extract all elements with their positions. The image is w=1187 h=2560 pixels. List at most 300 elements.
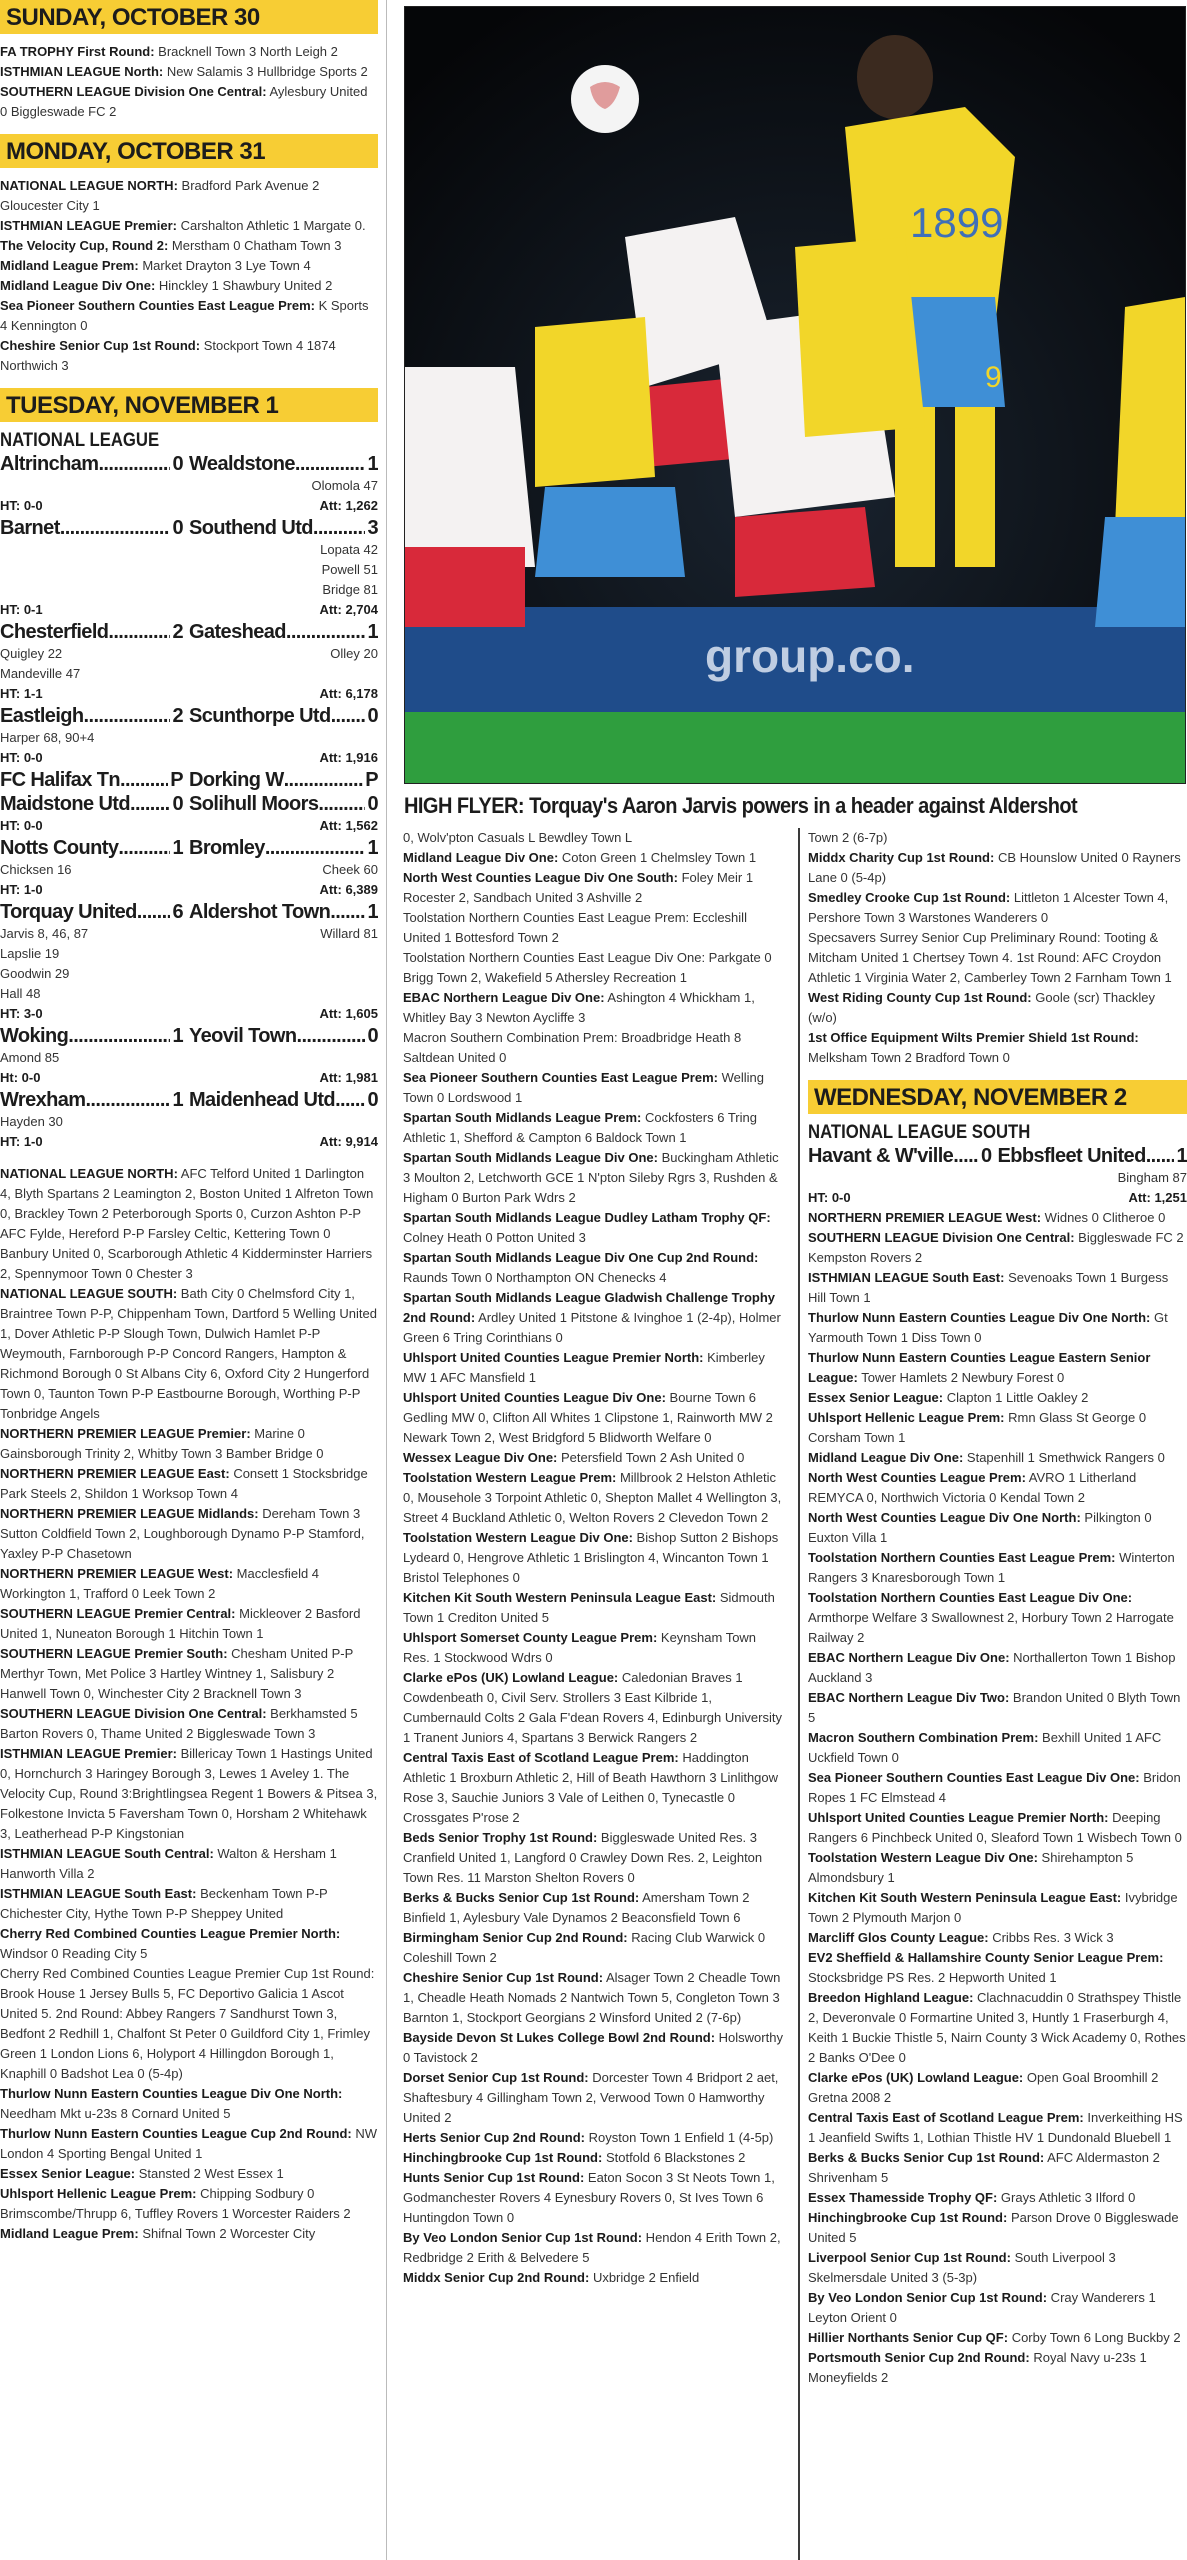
team-name: Yeovil Town [189,1025,297,1047]
result-entry [0,2164,378,2184]
result-text: Beckenham Town P-P Chichester City, Hythe Town P-P Sheppey United [0,1886,328,1921]
result-entry [0,1964,378,2084]
svg-text:group.co.: group.co. [705,630,915,682]
competition-name: NORTHERN PREMIER LEAGUE Midlands: [0,1506,259,1521]
result-text: Stotfold 6 Blackstones 2 [602,2150,746,2165]
result-text: Carshalton Athletic 1 Margate 0. [176,218,366,233]
competition-name: Bayside Devon St Lukes College Bowl 2nd Round: [403,2030,716,2045]
competition-name: Uhlsport United Counties League Div One: [403,1390,666,1405]
result-entry [0,336,378,376]
result-text: Bishop Sutton 2 Bishops Lydeard 0, Hengrove Athletic 1 Brislington 4, Wincanton Town 1 Bristol Telephones 0 [403,1530,779,1585]
result-entry [403,1928,783,1968]
half-time-score: HT: 1-0 [0,1134,43,1149]
away-scorer [189,944,378,964]
competition-name: Spartan South Midlands League Div One Cup 2nd Round: [403,1250,759,1265]
result-entry [808,1988,1187,2068]
scorers-row [0,964,378,984]
competition-name: Cheshire Senior Cup 1st Round: [0,338,201,353]
competition-name: Cherry Red Combined Counties League Premier North: [0,1926,341,1941]
home-scorer [0,476,189,496]
column-divider-right [798,828,800,2560]
result-text: AFC Telford United 1 Darlington 4, Blyth Spartans 2 Leamington 2, Boston United 1 Alfreton Town 0, Brackley Town 2 Peterborough Sports 0, Curzon Ashton P-P AFC Fylde, Hereford P-P Farsley Celtic, Kettering Town 0 Banbury United 0, Scarborough Athletic 4 Kidderminster Harriers 2, Spennymoor Town 0 Chester 3 [0,1166,374,1281]
match-result [0,792,378,836]
competition-name: ISTHMIAN LEAGUE Premier: [0,218,177,233]
result-text: Eaton Socon 3 St Neots Town 1, Godmanchester Rovers 4 Eynesbury Rovers 0, St Ives Town 6 Huntingdon Town 0 [403,2170,775,2225]
result-entry [808,1648,1187,1688]
leader-dots [284,768,364,792]
result-text: Raunds Town 0 Northampton ON Chenecks 4 [403,1270,667,1285]
left-column [0,0,378,2244]
result-text: Merstham 0 Chatham Town 3 [168,238,342,253]
result-entry [808,1548,1187,1588]
away-scorer: Bingham 87 [1117,1170,1187,1185]
result-entry [0,2184,378,2224]
match-result [0,452,378,516]
result-entry [0,2124,378,2164]
result-entry [808,828,1187,848]
home-scorer [808,1168,998,1188]
competition-name: SOUTHERN LEAGUE Premier Central: [0,1606,236,1621]
result-text: AFC Aldermaston 2 Shrivenham 5 [808,2150,1160,2185]
result-entry [403,828,783,848]
scorers-row [0,1112,378,1132]
competition-name: SOUTHERN LEAGUE Division One Central: [0,84,267,99]
team-name: Havant & W'ville. [808,1145,959,1167]
result-text: Inverkeithing HS 1 Jeanfield Swifts 1, Lothian Thistle HV 1 Dundonald Bluebell 1 [808,2110,1183,2145]
result-entry [808,1228,1187,1268]
competition-name: EBAC Northern League Div One: [808,1650,1010,1665]
result-text: Ashington 4 Whickham 1, Whitley Bay 3 Newton Aycliffe 3 [403,990,755,1025]
result-text: Winterton Rangers 3 Knaresborough Town 1 [808,1550,1175,1585]
scorers-row [0,580,378,600]
monday-results [0,176,378,376]
team-name: Torquay United [0,901,137,923]
match-meta [0,880,378,900]
team-name: Southend Utd [189,517,313,539]
competition-name: Birmingham Senior Cup 2nd Round: [403,1930,628,1945]
away-scorer: Powell 51 [321,562,378,577]
result-entry [808,2328,1187,2348]
competition-name: SOUTHERN LEAGUE Division One Central: [808,1230,1075,1245]
team-score: 1 [172,1089,183,1111]
match-photo [404,6,1186,784]
result-text: Coton Green 1 Chelmsley Town 1 [558,850,757,865]
result-entry [808,1308,1187,1348]
result-entry [0,2084,378,2124]
match-score-line [0,704,378,728]
result-entry [403,2148,783,2168]
away-team [189,452,378,476]
result-text: 0, Wolv'pton Casuals L Bewdley Town L [403,830,633,845]
competition-name: Spartan South Midlands League Div One: [403,1150,658,1165]
leader-dots [84,704,171,728]
home-team [0,1024,189,1048]
national-league-south-title: NATIONAL LEAGUE SOUTH [808,1122,1031,1143]
team-score: 2 [172,621,183,643]
team-score: 0 [367,1025,378,1047]
team-score: 1 [367,453,378,475]
attendance: Att: 1,562 [319,818,378,833]
team-score: 0 [367,1089,378,1111]
result-text: Shirehampton 5 Almondsbury 1 [808,1850,1134,1885]
photo-caption: HIGH FLYER: Torquay's Aaron Jarvis powers in a header against Aldershot [404,793,1078,818]
result-entry [808,1888,1187,1928]
result-text: Chesham United P-P Merthyr Town, Met Police 3 Hartley Wintney 1, Salisbury 2 Hanwell Town 0, Winchester City 2 Bracknell Town 3 [0,1646,354,1701]
result-entry [0,2224,378,2244]
half-time-score: Ht: 0-0 [0,1070,41,1085]
leader-dots [98,452,170,476]
result-text: Specsavers Surrey Senior Cup Preliminary Round: Tooting & Mitcham United 1 Chertsey Town 4. 1st Round: AFC Croydon Athletic 1 Virginia Water 2, Camberley Town 2 Farnham Town 1 [808,930,1172,985]
result-text: Clachnacuddin 0 Strathspey Thistle 2, Deveronvale 0 Formartine United 3, Huntly 1 Fraserburgh 4, Keith 1 Buckie Thistle 5, Nairn County 3 Wick Academy 0, Rothes 2 Banks O'Dee 0 [808,1990,1186,2065]
away-team [189,1024,378,1048]
leader-dots [120,768,168,792]
leader-dots [330,900,365,924]
result-text: Bridon Ropes 1 FC Elmstead 4 [808,1770,1181,1805]
away-team [189,516,378,540]
result-entry [0,1884,378,1924]
result-entry [808,1448,1187,1468]
middle-column [403,828,783,2288]
home-scorer: Quigley 22 [0,646,63,661]
home-scorer: Jarvis 8, 46, 87 [0,926,89,941]
result-entry [0,296,378,336]
team-name: Eastleigh [0,705,84,727]
competition-name: Thurlow Nunn Eastern Counties League Eastern Senior League: [808,1350,1151,1385]
team-name: Scunthorpe Utd [189,705,331,727]
result-entry [808,2148,1187,2188]
away-scorer: Olomola 47 [311,478,378,493]
team-score: 1 [172,837,183,859]
result-text: Chipping Sodbury 0 Brimscombe/Thrupp 6, Tuffley Rovers 1 Worcester Raiders 2 [0,2186,351,2221]
result-entry [403,1668,783,1748]
result-text: Brandon United 0 Blyth Town 5 [808,1690,1181,1725]
team-score: 0 [980,1145,992,1167]
competition-name: EBAC Northern League Div Two: [808,1690,1010,1705]
result-text: Millbrook 2 Helston Athletic 0, Mousehole 3 Torpoint Athletic 0, Shepton Mallet 4 Wellington 3, Street 4 Buckland Athletic 0, Welton Rovers 2 Clevedon Town 2 [403,1470,782,1525]
leader-dots [68,1024,170,1048]
competition-name: Thurlow Nunn Eastern Counties League Cup 2nd Round: [0,2126,352,2141]
leader-dots [313,516,366,540]
competition-name: Spartan South Midlands League Prem: [403,1110,642,1125]
match-result [0,704,378,768]
result-text: Billericay Town 1 Hastings United 0, Hornchurch 3 Haringey Borough 3, Lewes 1 Aveley 1. The Velocity Cup, Round 3:Brightlingsea Regent 1 Bowers & Pitsea 3, Folkestone Invicta 5 Faversham Town 0, Horsham 2 Whitehawk 3, Leatherhead P-P Kingstonian [0,1746,378,1841]
competition-name: Midland League Div One: [0,278,156,293]
result-entry [403,908,783,948]
match-meta [0,1132,378,1152]
competition-name: Clarke ePos (UK) Lowland League: [403,1670,619,1685]
result-text: Colney Heath 0 Potton United 3 [403,1230,586,1245]
team-score: P [170,769,183,791]
result-entry [808,1028,1187,1068]
scorers-row [0,924,378,944]
result-text: Bath City 0 Chelmsford City 1, Braintree Town P-P, Chippenham Town, Dartford 5 Welling United 1, Dover Athletic P-P Slough Town, Dulwich Hamlet P-P Weymouth, Farnborough P-P Concord Rangers, Hampton & Richmond Borough 0 St Albans City 6, Oxford City 2 Hungerford Town 0, Taunton Town P-P Eastbourne Borough, Worthing P-P Tonbridge Angels [0,1286,377,1421]
team-name: Ebbsfleet United [997,1145,1146,1167]
result-entry [403,1028,783,1068]
competition-name: Spartan South Midlands League Gladwish Challenge Trophy 2nd Round: [403,1290,775,1325]
home-scorer [0,560,189,580]
team-name: Wealdstone [189,453,295,475]
match-score-line [0,516,378,540]
result-entry [808,1948,1187,1988]
result-text: Amersham Town 2 Binfield 1, Aylesbury Vale Dynamos 2 Beaconsfield Town 6 [403,1890,750,1925]
result-entry [403,1468,783,1528]
competition-name: Hinchingbrooke Cup 1st Round: [403,2150,603,2165]
result-text: Macclesfield 4 Workington 1, Trafford 0 Leek Town 2 [0,1566,320,1601]
result-text: Cockfosters 6 Tring Athletic 1, Shefford & Campton 6 Baldock Town 1 [403,1110,757,1145]
result-text: Alsager Town 2 Cheadle Town 1, Cheadle Heath Nomads 2 Nantwich Town 5, Congleton Town 3 Barnton 1, Stockport Georgians 2 Winsford United 2 (7-6p) [403,1970,781,2025]
home-team [0,792,189,816]
result-entry [403,2228,783,2268]
away-scorer: Olley 20 [330,646,378,661]
competition-name: NORTHERN PREMIER LEAGUE West: [0,1566,234,1581]
result-text: Stockport Town 4 1874 Northwich 3 [0,338,336,373]
match-result [0,836,378,900]
match-meta [808,1188,1187,1208]
match-score-line [0,620,378,644]
result-text: Aylesbury United 0 Biggleswade FC 2 [0,84,368,119]
competition-name: Middx Senior Cup 2nd Round: [403,2270,590,2285]
competition-name: Midland League Div One: [403,850,559,865]
attendance: Att: 1,251 [1128,1190,1187,1205]
competition-name: West Riding County Cup 1st Round: [808,990,1032,1005]
result-text: Market Drayton 3 Lye Town 4 [138,258,311,273]
competition-name: ISTHMIAN LEAGUE North: [0,64,164,79]
competition-name: EV2 Sheffield & Hallamshire County Senior League Prem: [808,1950,1164,1965]
result-text: Biggleswade FC 2 Kempston Rovers 2 [808,1230,1184,1265]
home-scorer: Mandeville 47 [0,666,81,681]
result-entry [0,1844,378,1884]
competition-name: Toolstation Western League Prem: [403,1470,617,1485]
result-text: Rmn Glass St George 0 Corsham Town 1 [808,1410,1147,1445]
team-name: FC Halifax Tn [0,769,120,791]
result-entry [0,1464,378,1504]
team-name: Wrexham [0,1089,86,1111]
team-score: 1 [367,901,378,923]
football-action-image [405,7,1185,783]
result-text: Sidmouth Town 1 Crediton United 5 [403,1590,775,1625]
result-entry [403,1148,783,1208]
result-text: Mickleover 2 Basford United 1, Nuneaton Borough 1 Hitchin Town 1 [0,1606,361,1641]
competition-name: North West Counties League Prem: [808,1470,1026,1485]
result-entry [403,1068,783,1108]
result-entry [403,1748,783,1828]
result-entry [808,2108,1187,2148]
competition-name: Midland League Prem: [0,258,139,273]
competition-name: Middx Charity Cup 1st Round: [808,850,995,865]
team-score: 0 [172,793,183,815]
away-scorer: Cheek 60 [322,862,378,877]
result-text: Dorcester Town 4 Bridport 2 aet, Shaftesbury 4 Gillingham Town 2, Verwood Town 0 Hamworthy United 2 [403,2070,779,2125]
result-text: Hendon 4 Erith Town 2, Redbridge 2 Erith & Belvedere 5 [403,2230,781,2265]
result-entry [403,1388,783,1448]
competition-name: Breedon Highland League: [808,1990,974,2005]
half-time-score: HT: 0-0 [0,498,43,513]
result-text: Parson Drove 0 Biggleswade United 5 [808,2210,1179,2245]
competition-name: Wessex League Div One: [403,1450,558,1465]
result-text: Uxbridge 2 Enfield [589,2270,700,2285]
home-scorer: Hall 48 [0,986,41,1001]
result-entry [808,988,1187,1028]
competition-name: By Veo London Senior Cup 1st Round: [808,2290,1048,2305]
competition-name: Central Taxis East of Scotland League Prem: [403,1750,679,1765]
team-score: 1 [367,621,378,643]
result-text: Toolstation Northern Counties East League Prem: Eccleshill United 1 Bottesford Town 2 [403,910,747,945]
result-text: Welling Town 0 Lordswood 1 [403,1070,764,1105]
result-entry [403,868,783,908]
competition-name: Liverpool Senior Cup 1st Round: [808,2250,1011,2265]
match-result [0,768,378,792]
competition-name: NATIONAL LEAGUE NORTH: [0,1166,178,1181]
result-text: Bracknell Town 3 North Leigh 2 [154,44,338,59]
home-scorer: Chicksen 16 [0,862,72,877]
match-score-line [0,768,378,792]
home-scorer: Hayden 30 [0,1114,63,1129]
team-name: Aldershot Town [189,901,331,923]
result-entry [808,2248,1187,2288]
result-entry [403,1968,783,2028]
result-entry [403,1348,783,1388]
result-entry [403,2068,783,2128]
leader-dots [130,792,170,816]
result-text: Deeping Rangers 6 Pinchbeck United 0, Sleaford Town 1 Wisbech Town 0 [808,1810,1182,1845]
match-result [0,900,378,1024]
scorers-row [0,560,378,580]
half-time-score: HT: 1-1 [0,686,43,701]
result-entry [0,1284,378,1424]
competition-name: North West Counties League Div One North: [808,1510,1081,1525]
day-header-wednesday: WEDNESDAY, NOVEMBER 2 [808,1080,1187,1114]
attendance: Att: 1,916 [319,750,378,765]
competition-name: SOUTHERN LEAGUE Premier South: [0,1646,228,1661]
competition-name: Uhlsport Hellenic League Prem: [808,1410,1005,1425]
result-text: Needham Mkt u-23s 8 Cornard United 5 [0,2106,231,2121]
day-header-monday: MONDAY, OCTOBER 31 [0,134,378,168]
result-text: South Liverpool 3 Skelmersdale United 3 (5-3p) [808,2250,1116,2285]
competition-name: Berks & Bucks Senior Cup 1st Round: [808,2150,1045,2165]
team-score: 0 [172,453,183,475]
competition-name: Kitchen Kit South Western Peninsula League East: [808,1890,1122,1905]
competition-name: Cheshire Senior Cup 1st Round: [403,1970,604,1985]
national-league-matches [0,452,378,1152]
result-entry [0,176,378,216]
attendance: Att: 1,605 [319,1006,378,1021]
half-time-score: HT: 1-0 [0,882,43,897]
result-entry [403,988,783,1028]
result-entry [0,82,378,122]
competition-name: North West Counties League Div One South: [403,870,678,885]
home-scorer: Goodwin 29 [0,966,70,981]
result-text: Marine 0 Gainsborough Trinity 2, Whitby Town 3 Bamber Bridge 0 [0,1426,324,1461]
competition-name: Berks & Bucks Senior Cup 1st Round: [403,1890,640,1905]
result-entry [403,1448,783,1468]
away-scorer [189,664,378,684]
match-meta [0,816,378,836]
match-result [0,516,378,620]
competition-name: Central Taxis East of Scotland League Prem: [808,2110,1084,2125]
away-team [189,768,378,792]
result-text: Buckingham Athletic 3 Moulton 2, Letchworth GCE 1 N'pton Sileby Rgrs 3, Rushden & Higham 0 Burton Park Wdrs 2 [403,1150,779,1205]
competition-name: FA TROPHY First Round: [0,44,155,59]
result-text: Cray Wanderers 1 Leyton Orient 0 [808,2290,1156,2325]
svg-text:9: 9 [985,361,1002,394]
match-meta [0,496,378,516]
competition-name: Macron Southern Combination Prem: [808,1730,1039,1745]
result-text: Stapenhill 1 Smethwick Rangers 0 [963,1450,1165,1465]
result-text: Holsworthy 0 Tavistock 2 [403,2030,783,2065]
result-text: AVRO 1 Litherland REMYCA 0, Northwich Victoria 0 Kendal Town 2 [808,1470,1137,1505]
team-score: 1 [367,837,378,859]
result-entry [808,928,1187,988]
home-team [0,516,189,540]
result-text: K Sports 4 Kennington 0 [0,298,369,333]
competition-name: ISTHMIAN LEAGUE South East: [0,1886,197,1901]
home-team [0,768,189,792]
half-time-score: HT: 0-0 [808,1190,851,1205]
result-text: Keynsham Town Res. 1 Stockwood Wdrs 0 [403,1630,757,1665]
team-score: 1 [1176,1145,1187,1167]
competition-name: Kitchen Kit South Western Peninsula League East: [403,1590,717,1605]
result-entry [0,276,378,296]
match-meta [0,1004,378,1024]
result-entry [808,1268,1187,1308]
competition-name: The Velocity Cup, Round 2: [0,238,169,253]
result-entry [808,1808,1187,1848]
team-name: Chesterfield [0,621,109,643]
result-entry [0,1744,378,1844]
tuesday-results-right [808,828,1187,1068]
result-text: Gt Yarmouth Town 1 Diss Town 0 [808,1310,1168,1345]
result-entry [0,1424,378,1464]
leader-dots [958,1144,979,1168]
result-text: Clapton 1 Little Oakley 2 [943,1390,1089,1405]
tuesday-results-left [0,1164,378,2244]
result-text: Bradford Park Avenue 2 Gloucester City 1 [0,178,320,213]
result-text: Town 2 (6-7p) [808,830,888,845]
home-scorer [0,580,189,600]
match-score-line [808,1144,1187,1168]
away-scorer [189,984,378,1004]
result-entry [0,1164,378,1284]
result-entry [808,2348,1187,2388]
leader-dots [335,1088,365,1112]
scorers-row [0,944,378,964]
team-name: Maidenhead Utd [189,1089,336,1111]
attendance: Att: 2,704 [319,602,378,617]
national-league-south-match [808,1144,1187,1208]
away-scorer: Bridge 81 [322,582,378,597]
result-entry [0,1924,378,1964]
result-text: Grays Athletic 3 Ilford 0 [997,2190,1136,2205]
result-entry [0,256,378,276]
competition-name: Dorset Senior Cup 1st Round: [403,2070,589,2085]
competition-name: Portsmouth Senior Cup 2nd Round: [808,2350,1030,2365]
result-text: Dereham Town 3 Sutton Coldfield Town 2, Loughborough Dynamo P-P Stamford, Yaxley P-P Chasetown [0,1506,365,1561]
scorers-row [0,644,378,664]
competition-name: Uhlsport Somerset County League Prem: [403,1630,658,1645]
result-entry [403,1528,783,1588]
result-text: Ivybridge Town 2 Plymouth Marjon 0 [808,1890,1178,1925]
result-entry [808,2188,1187,2208]
competition-name: Herts Senior Cup 2nd Round: [403,2130,585,2145]
result-entry [0,1644,378,1704]
wednesday-results [808,1208,1187,2388]
leader-dots [295,452,366,476]
result-entry [808,1388,1187,1408]
away-scorer [189,1048,378,1068]
competition-name: NORTHERN PREMIER LEAGUE West: [808,1210,1042,1225]
match-result [0,620,378,704]
match-score-line [0,792,378,816]
